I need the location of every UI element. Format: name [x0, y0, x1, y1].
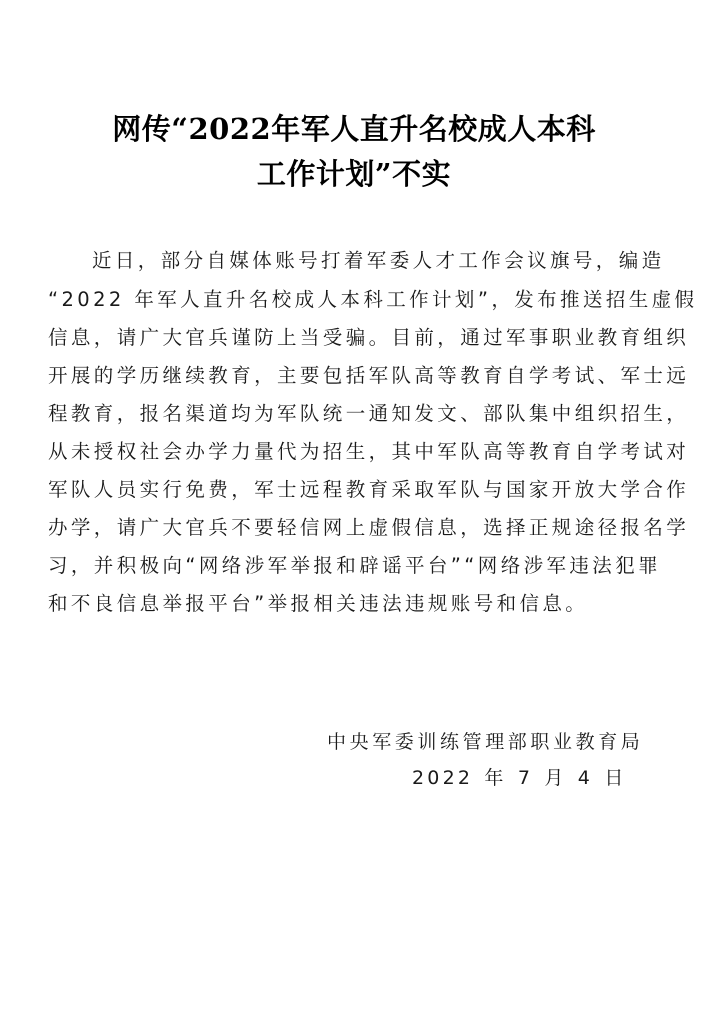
body-paragraph-line: 办学，请广大官兵不要轻信网上虚假信息，选择正规途径报名学 [48, 516, 690, 539]
body-paragraph-line: “2022 年军人直升名校成人本科工作计划”，发布推送招生虚假 [48, 288, 698, 311]
body-paragraph-line: 从未授权社会办学力量代为招生，其中军队高等教育自学考试对 [48, 440, 690, 463]
document-title-line-1: 网传“2022年军人直升名校成人本科 [112, 112, 596, 146]
body-paragraph-line: 近日，部分自媒体账号打着军委人才工作会议旗号，编造 [92, 249, 665, 272]
body-paragraph-line: 军队人员实行免费，军士远程教育采取军队与国家开放大学合作 [48, 478, 690, 501]
signature-organization: 中央军委训练管理部职业教育局 [327, 731, 644, 753]
document-title-line-2: 工作计划”不实 [256, 157, 452, 191]
body-paragraph-line: 信息，请广大官兵谨防上当受骗。目前，通过军事职业教育组织 [48, 326, 690, 349]
body-paragraph-line: 开展的学历继续教育，主要包括军队高等教育自学考试、军士远 [48, 364, 690, 387]
body-paragraph-line: 和不良信息举报平台”举报相关违法违规账号和信息。 [48, 592, 589, 615]
signature-date: 2022 年 7 月 4 日 [412, 767, 627, 789]
body-paragraph-line: 习，并积极向“网络涉军举报和辟谣平台”“网络涉军违法犯罪 [48, 554, 662, 577]
body-paragraph-line: 程教育，报名渠道均为军队统一通知发文、部队集中组织招生， [48, 402, 690, 425]
